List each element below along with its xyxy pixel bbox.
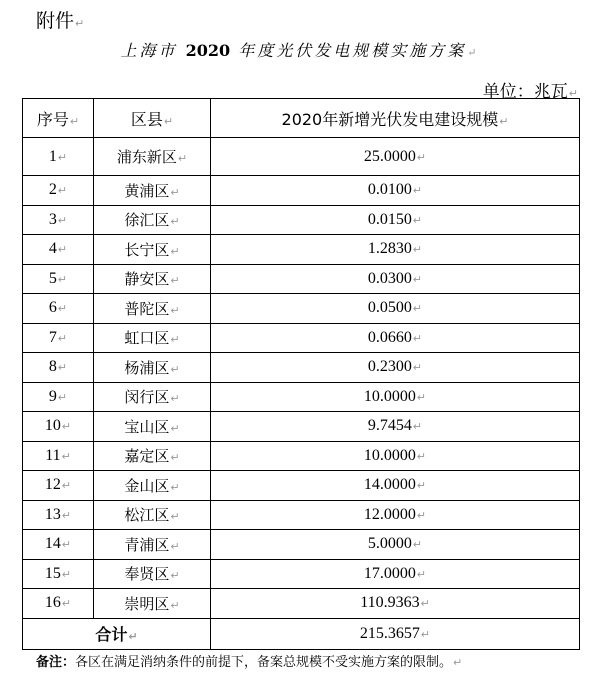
row-capacity: 0.0300↵ (211, 264, 580, 294)
table-row (23, 353, 580, 383)
footnote: 备注：各区在满足消纳条件的前提下，备案总规模不受实施方案的限制。↵ (36, 655, 463, 670)
row-capacity: 0.0100↵ (211, 176, 580, 206)
table-row (23, 441, 580, 471)
total-row (23, 618, 580, 649)
table-row (23, 205, 580, 235)
row-district: 奉贤区↵ (94, 559, 211, 589)
footnote-text: 各区在满足消纳条件的前提下，备案总规模不受实施方案的限制。 (75, 655, 453, 670)
row-serial: 7↵ (23, 323, 94, 353)
total-value: 215.3657↵ (211, 618, 580, 649)
total-label: 合计↵ (23, 618, 211, 649)
row-district: 长宁区↵ (94, 235, 211, 265)
row-district: 普陀区↵ (94, 294, 211, 324)
row-serial: 4↵ (23, 235, 94, 265)
row-serial: 9↵ (23, 382, 94, 412)
row-serial: 16↵ (23, 589, 94, 619)
row-capacity: 0.0660↵ (211, 323, 580, 353)
row-capacity: 10.0000↵ (211, 382, 580, 412)
row-district: 黄浦区↵ (94, 176, 211, 206)
table-row (23, 176, 580, 206)
table-row (23, 559, 580, 589)
row-serial: 2↵ (23, 176, 94, 206)
attachment-label: 附件↵ (36, 10, 85, 32)
row-serial: 12↵ (23, 471, 94, 501)
document-title: 上海市 2020 年度光伏发电规模实施方案↵ (120, 41, 480, 60)
table-row (23, 412, 580, 442)
row-district: 虹口区↵ (94, 323, 211, 353)
row-district: 松江区↵ (94, 500, 211, 530)
table-row (23, 264, 580, 294)
row-capacity: 110.9363↵ (211, 589, 580, 619)
row-district: 金山区↵ (94, 471, 211, 501)
row-district: 崇明区↵ (94, 589, 211, 619)
footnote-label: 备注： (36, 655, 76, 670)
row-district: 嘉定区↵ (94, 441, 211, 471)
table-row (23, 589, 580, 619)
row-capacity: 17.0000↵ (211, 559, 580, 589)
row-capacity: 9.7454↵ (211, 412, 580, 442)
row-district: 徐汇区↵ (94, 205, 211, 235)
table-row (23, 382, 580, 412)
table-row (23, 294, 580, 324)
row-serial: 6↵ (23, 294, 94, 324)
header-serial: 序号↵ (23, 99, 94, 138)
row-district: 闵行区↵ (94, 382, 211, 412)
row-serial: 15↵ (23, 559, 94, 589)
row-serial: 1↵ (23, 138, 94, 176)
header-district: 区县↵ (94, 99, 211, 138)
table-row (23, 138, 580, 176)
row-serial: 11↵ (23, 441, 94, 471)
table-row (23, 323, 580, 353)
table-row (23, 235, 580, 265)
row-capacity: 10.0000↵ (211, 441, 580, 471)
row-capacity: 0.0150↵ (211, 205, 580, 235)
row-district: 杨浦区↵ (94, 353, 211, 383)
row-district: 浦东新区↵ (94, 138, 211, 176)
row-capacity: 0.0500↵ (211, 294, 580, 324)
table-row (23, 500, 580, 530)
row-capacity: 1.2830↵ (211, 235, 580, 265)
row-capacity: 14.0000↵ (211, 471, 580, 501)
row-serial: 5↵ (23, 264, 94, 294)
row-district: 宝山区↵ (94, 412, 211, 442)
row-district: 静安区↵ (94, 264, 211, 294)
header-capacity: 2020年新增光伏发电建设规模↵ (211, 99, 580, 138)
row-serial: 10↵ (23, 412, 94, 442)
row-capacity: 12.0000↵ (211, 500, 580, 530)
row-serial: 8↵ (23, 353, 94, 383)
table-row (23, 530, 580, 560)
row-capacity: 25.0000↵ (211, 138, 580, 176)
capacity-table (22, 98, 580, 650)
table-header-row (23, 99, 580, 138)
row-capacity: 0.2300↵ (211, 353, 580, 383)
row-serial: 14↵ (23, 530, 94, 560)
row-district: 青浦区↵ (94, 530, 211, 560)
unit-label: 单位：兆瓦↵ (482, 82, 578, 102)
table-row (23, 471, 580, 501)
row-capacity: 5.0000↵ (211, 530, 580, 560)
row-serial: 13↵ (23, 500, 94, 530)
row-serial: 3↵ (23, 205, 94, 235)
